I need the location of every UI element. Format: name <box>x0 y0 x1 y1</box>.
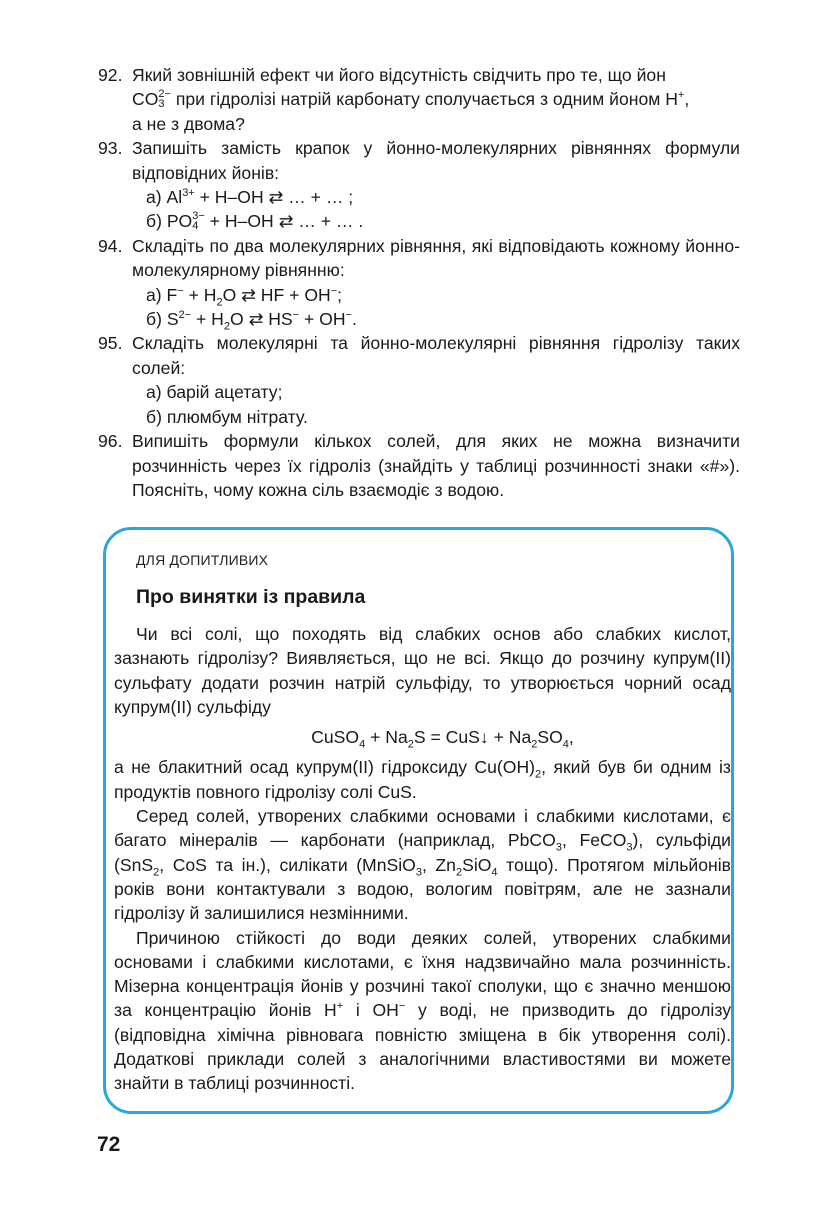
paragraph-1: Чи всі солі, що походять від слабких основ або слабких кислот, зазнають гідролізу? Виявляється, що не всі. Якщо до розчину купрум(ІІ) сульфату додати розчин натрій сульфіду, то утворюється чорний осад купрум(ІІ) сульфіду <box>114 624 731 717</box>
questions-list <box>98 63 740 502</box>
box-body <box>114 622 731 1096</box>
page-number: 72 <box>97 1133 121 1156</box>
box-label: ДЛЯ ДОПИТЛИВИХ <box>136 552 269 568</box>
question-text: Випишіть формули кількох солей, для яких не можна визначити розчинність через їх гідроліз (знайдіть у таблиці розчинності знаки «#»). Поясніть, чому кожна сіль взаємодіє з водою. <box>132 431 740 500</box>
paragraph-4: Причиною стійкості до води деяких солей, утворених слабкими основами і слабкими кислотами, є їхня надзвичайно мала розчинність. Мізерна концентрація йонів у розчині такої сполуки, що є значно меншою за концентрацію йонів H+ і OH− у воді, не призводить до гідролізу (відповідна хімічна рівновага повністю зміщена в бік утворення солі). Додаткові приклади солей з аналогічними властивостями ви можете знайти в таблиці розчинності. <box>114 927 732 1094</box>
question-number: 95. <box>98 333 123 354</box>
question-text: Складіть по два молекулярних рівняння, які відповідають кожному йонно-молекулярному рівнянню: <box>132 235 740 281</box>
paragraph-3: Серед солей, утворених слабкими основами і слабкими кислотами, є багато мінералів — карбонати (наприклад, PbCO$_3$, FeCO$_3$), сульфіди (SnS$_2$, CoS та ін.), силікати (MnSiO$_3$, $Zn_2SiO_4$ тощо). Протягом мільйонів років вони контактували з водою, вологим повітрям, але не зазнали гідролізу й залишилися незмінними. <box>114 806 732 924</box>
equation-b: б) $S^{2-} + H_2O$ ⇄ HS− + OH−. <box>146 309 357 333</box>
paragraph-2: а не блакитний осад купрум(ІІ) гідроксиду $Cu(OH)_2$, який був би одним із продуктів повного гідролізу солі CuS. <box>114 757 731 802</box>
curious-box <box>103 527 734 1114</box>
question-text: Запишіть замість крапок у йонно-молекулярних рівняннях формули відповідних йонів: <box>132 138 740 183</box>
question-text: Який зовнішній ефект чи його відсутність свідчить про те, що йон CO 2− 3 при гідролізі натрій карбонату сполучається з одним йоном H+, а не з двома? <box>132 65 690 134</box>
item-a: а) барій ацетату; <box>146 382 283 403</box>
item-b: б) плюмбум нітрату. <box>146 406 308 427</box>
question-number: 94. <box>98 235 123 256</box>
box-title: Про винятки із правила <box>136 586 366 608</box>
equation-b: б) PO 3− 4 + H–OH ⇄ … + … . <box>146 209 364 232</box>
question-93 <box>98 136 740 185</box>
reaction-equation: CuSO$_4$ + $Na_2S$ = CuS↓ + $Na_2SO_4$, <box>311 727 574 751</box>
question-text: Складіть молекулярні та йонно-молекулярні рівняння гідролізу таких солей: <box>132 333 740 378</box>
equation-a: а) $Al^{3+} + H-OH$ ⇄ … + … ; <box>146 187 354 208</box>
question-92 <box>98 63 740 136</box>
equation-a: а) $F^- + H_2O$ ⇄ HF + OH−; <box>146 284 343 309</box>
question-number: 96. <box>98 431 123 452</box>
question-number: 93. <box>98 138 123 159</box>
question-96 <box>98 429 740 502</box>
question-94 <box>98 234 740 283</box>
question-number: 92. <box>98 65 123 85</box>
question-95 <box>98 331 740 380</box>
